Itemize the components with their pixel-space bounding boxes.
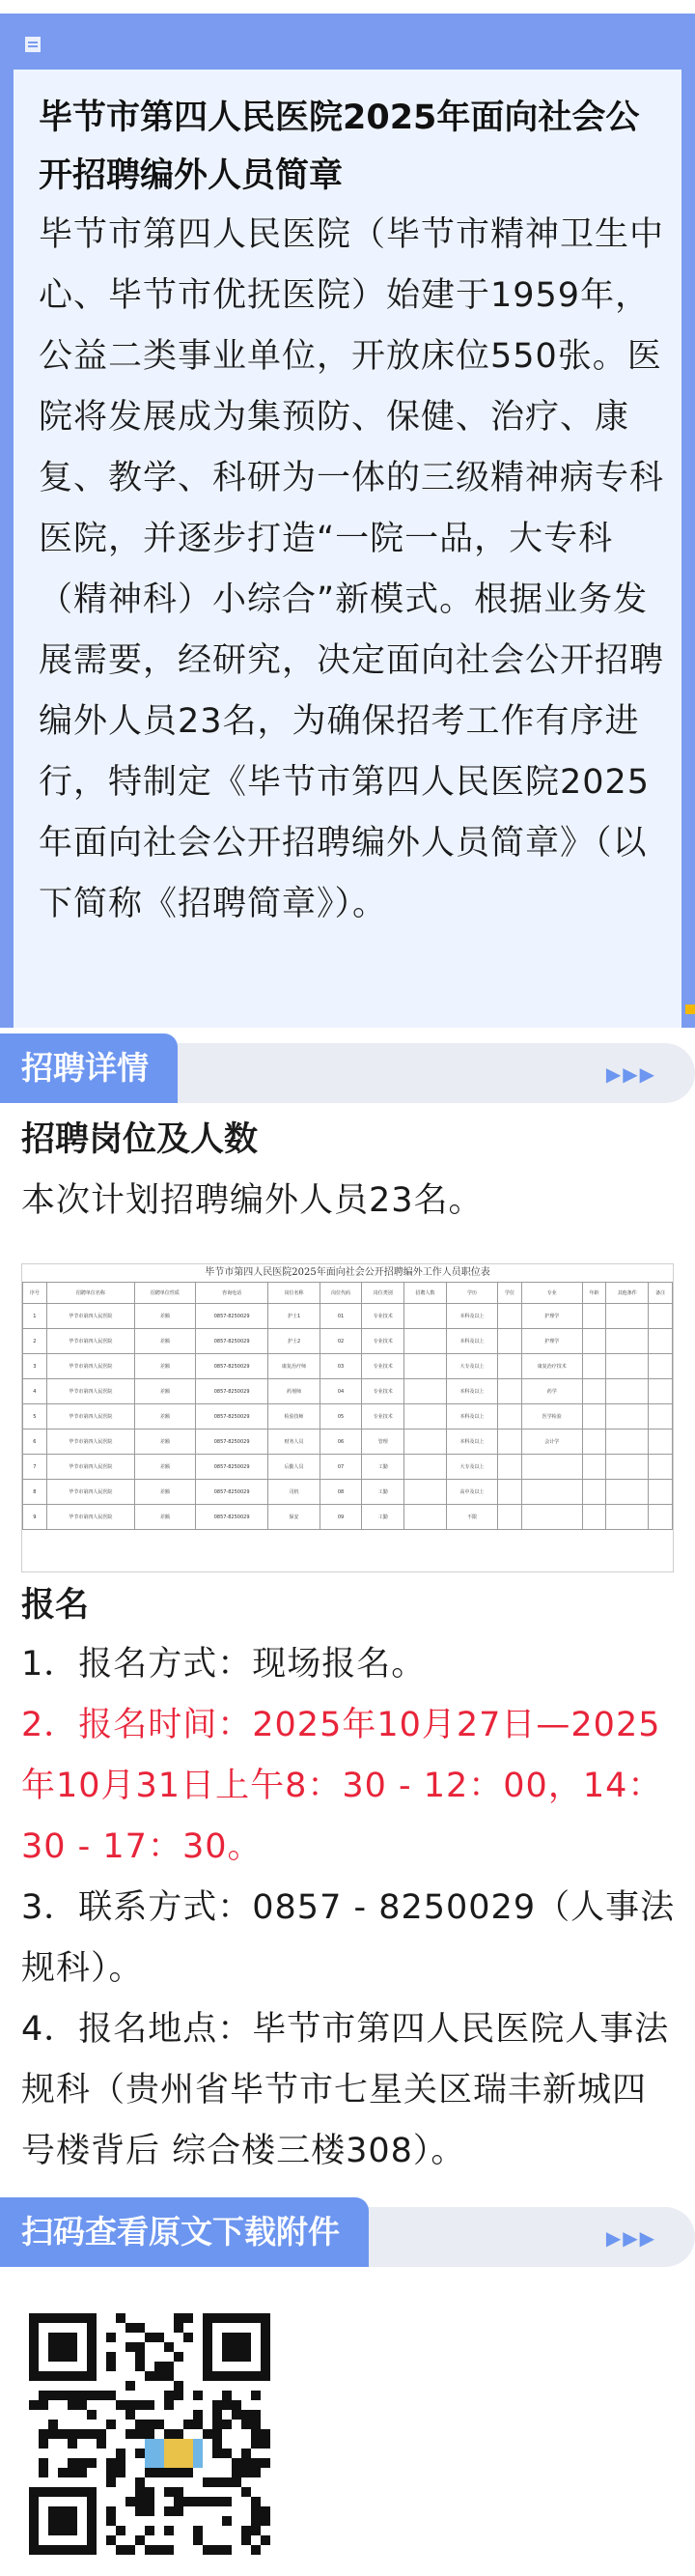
job-table-image[interactable] xyxy=(21,1263,674,1572)
triple-arrow-icon: ▶▶▶ xyxy=(605,1062,656,1086)
job-table-cell: 0857-8250029 xyxy=(195,1455,268,1480)
job-table-cell: 司机 xyxy=(268,1480,320,1505)
job-table-cell: 保安 xyxy=(268,1505,320,1530)
registration-item-contact: 3．联系方式：0857 - 8250029（人事法规科）。 xyxy=(21,1888,676,1988)
job-table-cell xyxy=(649,1480,673,1505)
header-cell: 咨询电话 xyxy=(195,1283,268,1304)
job-table-cell: 01 xyxy=(320,1304,362,1329)
job-table-cell: 专业技术 xyxy=(362,1404,404,1430)
job-table-cell: 本科及以上 xyxy=(446,1430,497,1455)
job-table-cell: 0857-8250029 xyxy=(195,1404,268,1430)
job-table-cell: 毕节市第四人民医院 xyxy=(46,1379,134,1404)
job-table-cell: 差额 xyxy=(135,1354,196,1379)
job-table-cell xyxy=(606,1304,649,1329)
job-table-row xyxy=(23,1304,673,1329)
header-cell: 序号 xyxy=(23,1283,47,1304)
positions-heading: 招聘岗位及人数 xyxy=(21,1120,259,1159)
job-table-cell: 0857-8250029 xyxy=(195,1379,268,1404)
job-table-cell xyxy=(404,1304,447,1329)
job-table-cell: 07 xyxy=(320,1455,362,1480)
job-table-cell: 本科及以上 xyxy=(446,1329,497,1354)
job-table-cell: 药学 xyxy=(521,1379,582,1404)
header-cell: 岗位代码 xyxy=(320,1283,362,1304)
job-table-cell: 差额 xyxy=(135,1379,196,1404)
job-table-cell: 毕节市第四人民医院 xyxy=(46,1455,134,1480)
job-table-cell: 不限 xyxy=(446,1505,497,1530)
job-table-cell xyxy=(582,1379,606,1404)
job-table-cell xyxy=(404,1505,447,1530)
job-table-cell: 0857-8250029 xyxy=(195,1505,268,1530)
job-table-cell: 护理学 xyxy=(521,1304,582,1329)
job-table-cell: 大专及以上 xyxy=(446,1455,497,1480)
header-cell: 学位 xyxy=(498,1283,522,1304)
header-cell: 招聘单位性质 xyxy=(135,1283,196,1304)
job-table-cell xyxy=(498,1304,522,1329)
job-table-cell: 0857-8250029 xyxy=(195,1354,268,1379)
job-table-cell: 药剂师 xyxy=(268,1379,320,1404)
job-table-cell: 差额 xyxy=(135,1304,196,1329)
job-table-cell xyxy=(498,1354,522,1379)
job-table-cell xyxy=(606,1329,649,1354)
job-table-cell xyxy=(521,1455,582,1480)
job-table-cell: 9 xyxy=(23,1505,47,1530)
section-title: 扫码查看原文下载附件 xyxy=(0,2197,369,2267)
job-table-cell xyxy=(404,1430,447,1455)
job-table-cell: 03 xyxy=(320,1354,362,1379)
job-table-row xyxy=(23,1430,673,1455)
job-table-cell: 差额 xyxy=(135,1329,196,1354)
job-table-row xyxy=(23,1379,673,1404)
job-table-cell xyxy=(606,1505,649,1530)
job-table-cell xyxy=(404,1404,447,1430)
job-table-cell: 差额 xyxy=(135,1480,196,1505)
job-table-cell: 0857-8250029 xyxy=(195,1480,268,1505)
job-table-cell: 护士2 xyxy=(268,1329,320,1354)
job-table-row xyxy=(23,1404,673,1430)
section-title: 招聘详情 xyxy=(0,1033,178,1103)
job-table-cell xyxy=(606,1404,649,1430)
job-table-cell xyxy=(606,1379,649,1404)
registration-item-method: 1．报名方式：现场报名。 xyxy=(21,1645,427,1684)
job-table-cell xyxy=(582,1329,606,1354)
job-table-cell: 05 xyxy=(320,1404,362,1430)
job-table-cell xyxy=(649,1304,673,1329)
job-table-row xyxy=(23,1505,673,1530)
job-table-cell: 专业技术 xyxy=(362,1379,404,1404)
header-cell: 岗位名称 xyxy=(268,1283,320,1304)
job-table-cell: 差额 xyxy=(135,1404,196,1430)
job-table-cell: 毕节市第四人民医院 xyxy=(46,1404,134,1430)
job-table-cell xyxy=(606,1455,649,1480)
job-table-cell: 毕节市第四人民医院 xyxy=(46,1430,134,1455)
job-table-cell: 09 xyxy=(320,1505,362,1530)
registration-heading: 报名 xyxy=(21,1586,90,1625)
job-table-cell: 护理学 xyxy=(521,1329,582,1354)
job-table-cell xyxy=(582,1354,606,1379)
job-table-cell: 差额 xyxy=(135,1430,196,1455)
header-cell: 年龄 xyxy=(582,1283,606,1304)
positions-text: 本次计划招聘编外人员23名。 xyxy=(21,1181,484,1220)
job-table-cell: 本科及以上 xyxy=(446,1379,497,1404)
registration-item-time: 2．报名时间：2025年10月27日—2025年10月31日上午8：30 - 12：00，14：30 - 17：30。 xyxy=(21,1706,663,1866)
job-table-cell xyxy=(404,1455,447,1480)
job-table-cell: 毕节市第四人民医院 xyxy=(46,1480,134,1505)
job-table-cell: 专业技术 xyxy=(362,1354,404,1379)
job-table-cell xyxy=(649,1505,673,1530)
job-table-cell: 8 xyxy=(23,1480,47,1505)
job-table-cell xyxy=(498,1329,522,1354)
job-table-cell: 工勤 xyxy=(362,1480,404,1505)
job-table-cell: 5 xyxy=(23,1404,47,1430)
job-table-cell xyxy=(498,1455,522,1480)
job-table-cell xyxy=(498,1480,522,1505)
job-table-cell xyxy=(582,1455,606,1480)
job-table-cell xyxy=(606,1354,649,1379)
job-table-row xyxy=(23,1455,673,1480)
qr-code-image[interactable] xyxy=(29,2313,270,2555)
header-cell: 学历 xyxy=(446,1283,497,1304)
job-table-cell: 0857-8250029 xyxy=(195,1304,268,1329)
job-table-body xyxy=(23,1304,673,1530)
header-cell: 备注 xyxy=(649,1283,673,1304)
job-table-cell xyxy=(606,1430,649,1455)
job-table-cell: 大专及以上 xyxy=(446,1354,497,1379)
job-table-cell: 工勤 xyxy=(362,1505,404,1530)
article-title: 毕节市第四人民医院2025年面向社会公开招聘编外人员简章 xyxy=(39,99,640,195)
header-cell: 其他条件 xyxy=(606,1283,649,1304)
job-table-cell xyxy=(649,1354,673,1379)
job-table-cell: 4 xyxy=(23,1379,47,1404)
job-table-cell xyxy=(582,1480,606,1505)
job-table-cell: 护士1 xyxy=(268,1304,320,1329)
job-table-cell: 毕节市第四人民医院 xyxy=(46,1329,134,1354)
job-table-cell: 本科及以上 xyxy=(446,1304,497,1329)
job-table-cell xyxy=(498,1404,522,1430)
job-table-cell xyxy=(498,1379,522,1404)
job-table-cell: 工勤 xyxy=(362,1455,404,1480)
menu-icon xyxy=(25,37,41,52)
job-table-cell: 02 xyxy=(320,1329,362,1354)
job-table-cell: 差额 xyxy=(135,1505,196,1530)
job-table-cell xyxy=(649,1430,673,1455)
job-table-cell: 检验技师 xyxy=(268,1404,320,1430)
corner-accent xyxy=(685,1005,695,1014)
intro-paragraph: 毕节市第四人民医院（毕节市精神卫生中心、毕节市优抚医院）始建于1959年，公益二类事业单位，开放床位550张。医院将发展成为集预防、保健、治疗、康复、教学、科研为一体的三级精神病专科医院，并逐步打造“一院一品，大专科（精神科）小综合”新模式。根据业务发展需要，经研究，决定面向社会公开招聘编外人员23名，为确保招考工作有序进行，特制定《毕节市第四人民医院2025年面向社会公开招聘编外人员简章》（以下简称《招聘简章》）。 xyxy=(39,215,665,923)
job-table xyxy=(22,1282,673,1530)
job-table-cell: 毕节市第四人民医院 xyxy=(46,1505,134,1530)
job-table-cell: 08 xyxy=(320,1480,362,1505)
job-table-cell xyxy=(498,1430,522,1455)
job-table-cell: 3 xyxy=(23,1354,47,1379)
job-table-cell xyxy=(649,1455,673,1480)
job-table-cell: 财务人员 xyxy=(268,1430,320,1455)
job-table-cell: 本科及以上 xyxy=(446,1404,497,1430)
section-header-recruitment-details xyxy=(0,1043,695,1103)
job-table-header-row xyxy=(23,1283,673,1304)
job-table-cell: 1 xyxy=(23,1304,47,1329)
job-table-cell xyxy=(404,1354,447,1379)
job-table-cell xyxy=(404,1379,447,1404)
job-table-cell: 康复治疗师 xyxy=(268,1354,320,1379)
job-table-cell: 0857-8250029 xyxy=(195,1329,268,1354)
triple-arrow-icon: ▶▶▶ xyxy=(605,2226,656,2250)
job-table-cell xyxy=(606,1480,649,1505)
job-table-cell: 专业技术 xyxy=(362,1329,404,1354)
job-table-cell xyxy=(521,1480,582,1505)
job-table-cell xyxy=(582,1404,606,1430)
job-table-cell xyxy=(649,1404,673,1430)
job-table-cell: 会计学 xyxy=(521,1430,582,1455)
job-table-cell xyxy=(582,1505,606,1530)
job-table-cell: 6 xyxy=(23,1430,47,1455)
job-table-cell xyxy=(521,1505,582,1530)
job-table-cell xyxy=(649,1329,673,1354)
job-table-cell xyxy=(498,1505,522,1530)
job-table-cell: 2 xyxy=(23,1329,47,1354)
job-table-cell xyxy=(404,1329,447,1354)
job-table-cell: 差额 xyxy=(135,1455,196,1480)
job-table-cell: 专业技术 xyxy=(362,1304,404,1329)
job-table-title: 毕节市第四人民医院2025年面向社会公开招聘编外工作人员职位表 xyxy=(205,1267,490,1278)
job-table-row xyxy=(23,1480,673,1505)
job-table-cell: 康复治疗技术 xyxy=(521,1354,582,1379)
job-table-cell: 7 xyxy=(23,1455,47,1480)
job-table-cell xyxy=(582,1304,606,1329)
job-table-cell: 高中及以上 xyxy=(446,1480,497,1505)
job-table-cell: 管理 xyxy=(362,1430,404,1455)
section-header-scan-code xyxy=(0,2207,695,2267)
job-table-cell xyxy=(649,1379,673,1404)
registration-item-location: 4．报名地点：毕节市第四人民医院人事法规科（贵州省毕节市七星关区瑞丰新城四号楼背后 综合楼三楼308）。 xyxy=(21,2010,670,2170)
job-table-row xyxy=(23,1354,673,1379)
header-cell: 招聘单位名称 xyxy=(46,1283,134,1304)
job-table-row xyxy=(23,1329,673,1354)
job-table-cell: 06 xyxy=(320,1430,362,1455)
header-cell: 招聘人数 xyxy=(404,1283,447,1304)
job-table-cell xyxy=(582,1430,606,1455)
job-table-cell: 0857-8250029 xyxy=(195,1430,268,1455)
job-table-cell: 04 xyxy=(320,1379,362,1404)
job-table-cell: 后勤人员 xyxy=(268,1455,320,1480)
header-cell: 专业 xyxy=(521,1283,582,1304)
job-table-cell: 毕节市第四人民医院 xyxy=(46,1354,134,1379)
job-table-cell xyxy=(404,1480,447,1505)
job-table-cell: 毕节市第四人民医院 xyxy=(46,1304,134,1329)
job-table-cell: 医学检验 xyxy=(521,1404,582,1430)
header-cell: 岗位类别 xyxy=(362,1283,404,1304)
